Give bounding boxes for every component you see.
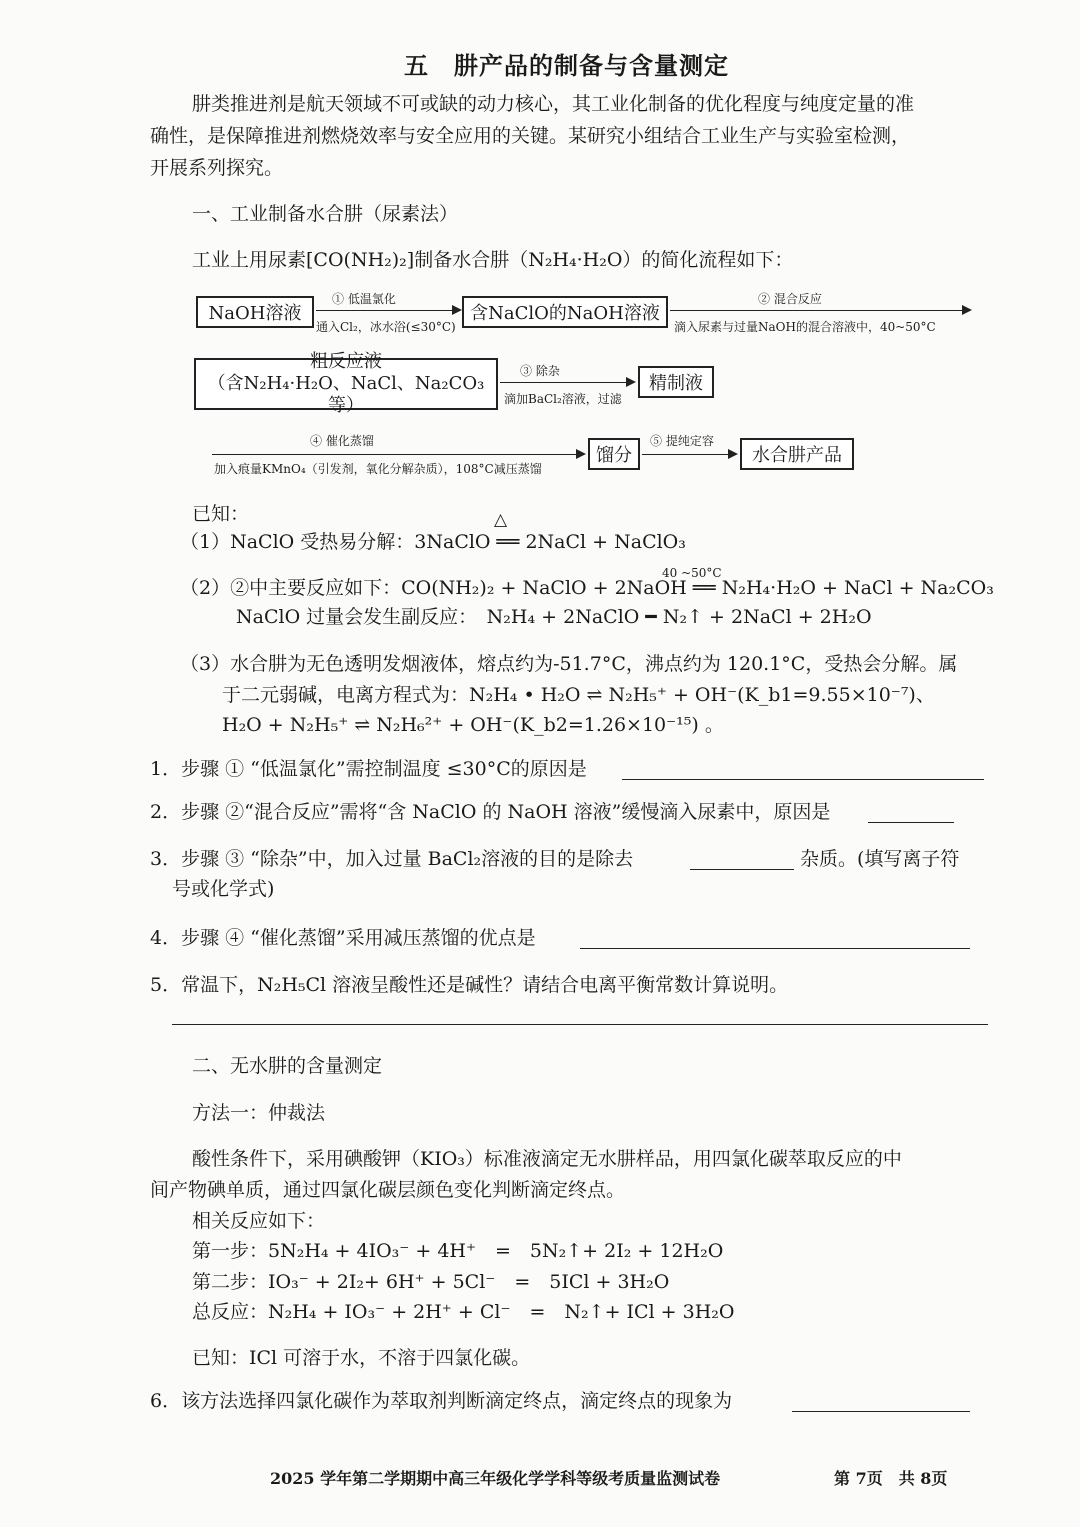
- intro-line-1: 肼类推进剂是航天领域不可或缺的动力核心，其工业化制备的优化程度与纯度定量的准: [192, 93, 915, 115]
- question-1: 1．步骤 ① “低温氯化”需控制温度 ≤30°C的原因是: [150, 758, 587, 780]
- flow-step3-label: ③ 除杂: [520, 364, 560, 378]
- section2-desc-2: 间产物碘单质，通过四氯化碳层颜色变化判断滴定终点。: [150, 1179, 626, 1201]
- section2-desc-1: 酸性条件下，采用碘酸钾（KIO₃）标准液滴定无水肼样品，用四氯化碳萃取反应的中: [192, 1148, 902, 1170]
- known2-main: （2）②中主要反应如下：CO(NH₂)₂ + NaClO + 2NaOH ══ N₂H₄·H₂O + NaCl + Na₂CO₃: [180, 577, 994, 599]
- intro-line-2: 确性，是保障推进剂燃烧效率与安全应用的关键。某研究小组结合工业生产与实验室检测，: [150, 125, 911, 147]
- footer-exam-title: 2025 学年第二学期期中高三年级化学学科等级考质量监测试卷: [270, 1469, 721, 1488]
- section1-heading: 一、工业制备水合肼（尿素法）: [192, 203, 459, 225]
- question-3-cont: 号或化学式): [172, 878, 275, 900]
- flow-step3-cond: 滴加BaCl₂溶液，过滤: [504, 392, 622, 406]
- section2-heading: 二、无水肼的含量测定: [192, 1055, 383, 1077]
- flow-arrow-5: [642, 454, 736, 455]
- flow-box-distillate: 馏分: [588, 438, 640, 470]
- flow-box-naoh: NaOH溶液: [196, 296, 314, 328]
- answer-line-5[interactable]: [172, 1024, 988, 1025]
- flow-arrow-4: [212, 454, 584, 455]
- question-3-tail: 杂质。(填写离子符: [800, 848, 960, 870]
- known1-condition: △: [494, 510, 508, 530]
- question-5: 5．常温下，N₂H₅Cl 溶液呈酸性还是碱性？请结合电离平衡常数计算说明。: [150, 974, 789, 996]
- flow-arrow-1: [316, 310, 460, 311]
- question-6: 6．该方法选择四氯化碳作为萃取剂判断滴定终点，滴定终点的现象为: [150, 1390, 733, 1412]
- reaction-2: 第二步：IO₃⁻ + 2I₂+ 6H⁺ + 5Cl⁻ = 5ICl + 3H₂O: [192, 1271, 670, 1293]
- flow-step1-label: ① 低温氯化: [332, 292, 396, 306]
- flow-box-crude-line1: 粗反应液: [310, 351, 382, 372]
- answer-blank-4[interactable]: [580, 948, 970, 949]
- flow-box-product: 水合肼产品: [740, 438, 854, 470]
- flow-step1-cond: 通入Cl₂，冰水浴(≤30°C): [316, 320, 456, 334]
- section1-lead: 工业上用尿素[CO(NH₂)₂]制备水合肼（N₂H₄·H₂O）的简化流程如下：: [192, 249, 794, 271]
- answer-blank-2[interactable]: [868, 822, 954, 823]
- known2-side: NaClO 过量会发生副反应： N₂H₄ + 2NaClO ━ N₂↑ + 2NaCl + 2H₂O: [236, 606, 872, 628]
- question-3: 3．步骤 ③ “除杂”中，加入过量 BaCl₂溶液的目的是除去: [150, 848, 634, 870]
- question-2: 2．步骤 ②“混合反应”需将“含 NaClO 的 NaOH 溶液”缓慢滴入尿素中，原因是: [150, 801, 831, 823]
- flow-step4-cond: 加入痕量KMnO₄（引发剂，氧化分解杂质），108°C减压蒸馏: [214, 462, 542, 476]
- reaction-1: 第一步：5N₂H₄ + 4IO₃⁻ + 4H⁺ = 5N₂↑+ 2I₂ + 12H₂O: [192, 1240, 724, 1262]
- intro-line-3: 开展系列探究。: [150, 157, 284, 179]
- footer-page-number: 第 7页 共 8页: [834, 1469, 948, 1488]
- flow-arrow-3: [500, 382, 634, 383]
- flow-box-naclo: 含NaClO的NaOH溶液: [462, 296, 668, 328]
- page-title: 五 肼产品的制备与含量测定: [404, 51, 729, 80]
- flow-box-crude-line2: （含N₂H₄·H₂O、NaCl、Na₂CO₃等）: [207, 373, 485, 416]
- known3-line-2: 于二元弱碱，电离方程式为：N₂H₄ • H₂O ⇌ N₂H₅⁺ + OH⁻(K_b1=9.55×10⁻⁷)、: [222, 684, 935, 706]
- answer-blank-3[interactable]: [690, 869, 794, 870]
- flow-step2-cond: 滴入尿素与过量NaOH的混合溶液中，40~50°C: [674, 320, 936, 334]
- flow-step5-label: ⑤ 提纯定容: [650, 434, 714, 448]
- section2-method: 方法一：仲裁法: [192, 1102, 326, 1124]
- known3-line-3: H₂O + N₂H₅⁺ ⇌ N₂H₆²⁺ + OH⁻(K_b2=1.26×10⁻¹⁵) 。: [222, 714, 724, 736]
- known3-line-1: （3）水合肼为无色透明发烟液体，熔点约为-51.7°C，沸点约为 120.1°C，受热会分解。属: [180, 653, 958, 675]
- answer-blank-6[interactable]: [792, 1411, 970, 1412]
- reaction-total: 总反应：N₂H₄ + IO₃⁻ + 2H⁺ + Cl⁻ = N₂↑+ ICl + 3H₂O: [192, 1301, 735, 1323]
- section2-known: 已知：ICl 可溶于水，不溶于四氯化碳。: [192, 1347, 531, 1369]
- flow-step2-label: ② 混合反应: [758, 292, 822, 306]
- flow-box-refined: 精制液: [638, 366, 714, 398]
- flow-step4-label: ④ 催化蒸馏: [310, 434, 374, 448]
- known2-condition: 40 ~50°C: [662, 566, 722, 580]
- flow-arrow-2: [670, 310, 970, 311]
- flow-box-crude: [194, 351, 498, 416]
- answer-blank-1[interactable]: [622, 779, 984, 780]
- known1: （1）NaClO 受热易分解：3NaClO ══ 2NaCl + NaClO₃: [180, 531, 686, 553]
- question-4: 4．步骤 ④ “催化蒸馏”采用减压蒸馏的优点是: [150, 927, 536, 949]
- known-label: 已知：: [192, 503, 250, 525]
- reactions-label: 相关反应如下：: [192, 1210, 326, 1232]
